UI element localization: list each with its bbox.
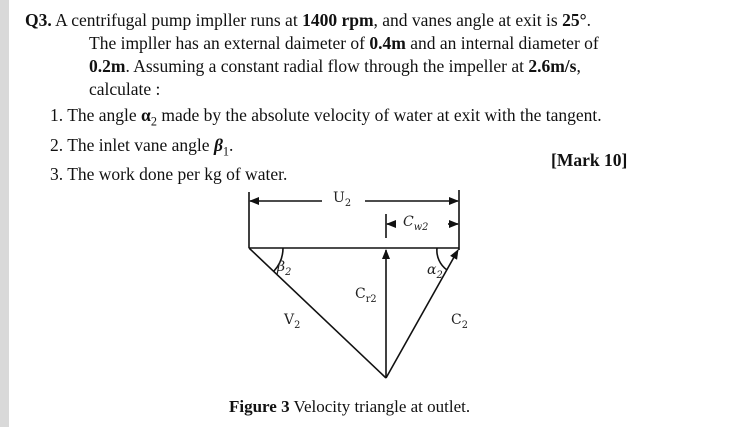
item-number: 1. [50,105,64,125]
internal-diameter-value: 0.2m [89,56,126,76]
item-text: made by the absolute velocity of water at exit with the tangent. [156,105,602,125]
question-text: A centrifugal pump impller runs at [55,10,303,30]
alpha-subscript: 2 [150,114,157,129]
rpm-value: 1400 rpm [302,10,374,30]
mark-label: [Mark 10] [551,150,628,170]
question-line-4: calculate : [89,79,161,99]
figure-caption-number: Figure 3 [229,397,290,416]
item-text: The inlet vane angle [67,134,214,155]
v2-label: $V_2$ [284,312,301,331]
question-text: , [576,56,581,76]
external-diameter-value: 0.4m [369,33,406,53]
flow-velocity-value: 2.6m/s [528,56,577,76]
item-number: 3. [50,164,64,184]
question-text: . [586,10,591,30]
c2-label: $C_2$ [451,312,468,331]
beta-subscript: 1 [222,144,230,158]
v2-line [249,248,386,378]
angle-value: 25° [562,10,587,30]
item-text: The angle [67,105,142,125]
item-number: 2. [50,134,64,155]
question-text: and an internal diameter of [405,33,599,53]
alpha2-label: $\alpha_2$ [427,262,443,281]
figure-caption [229,397,470,417]
question-text: . Assuming a constant radial flow through the impeller at [125,56,529,76]
cr2-label: $C_{r2}$ [355,286,377,305]
beta2-label: $\beta_2$ [277,259,292,278]
u2-label: $U_2$ [333,190,352,209]
question-number: Q3. [25,10,52,30]
question-text: , and vanes angle at exit is [373,10,563,30]
question-text: The impller has an external daimeter of [89,33,370,53]
item-text: The work done per kg of water. [67,164,288,184]
cw2-label: $C_{w2}$ [403,214,429,233]
alpha-symbol: α [141,105,151,125]
beta-symbol: β [213,134,223,155]
figure-caption-text: Velocity triangle at outlet. [289,397,471,416]
item-text: . [229,134,234,155]
